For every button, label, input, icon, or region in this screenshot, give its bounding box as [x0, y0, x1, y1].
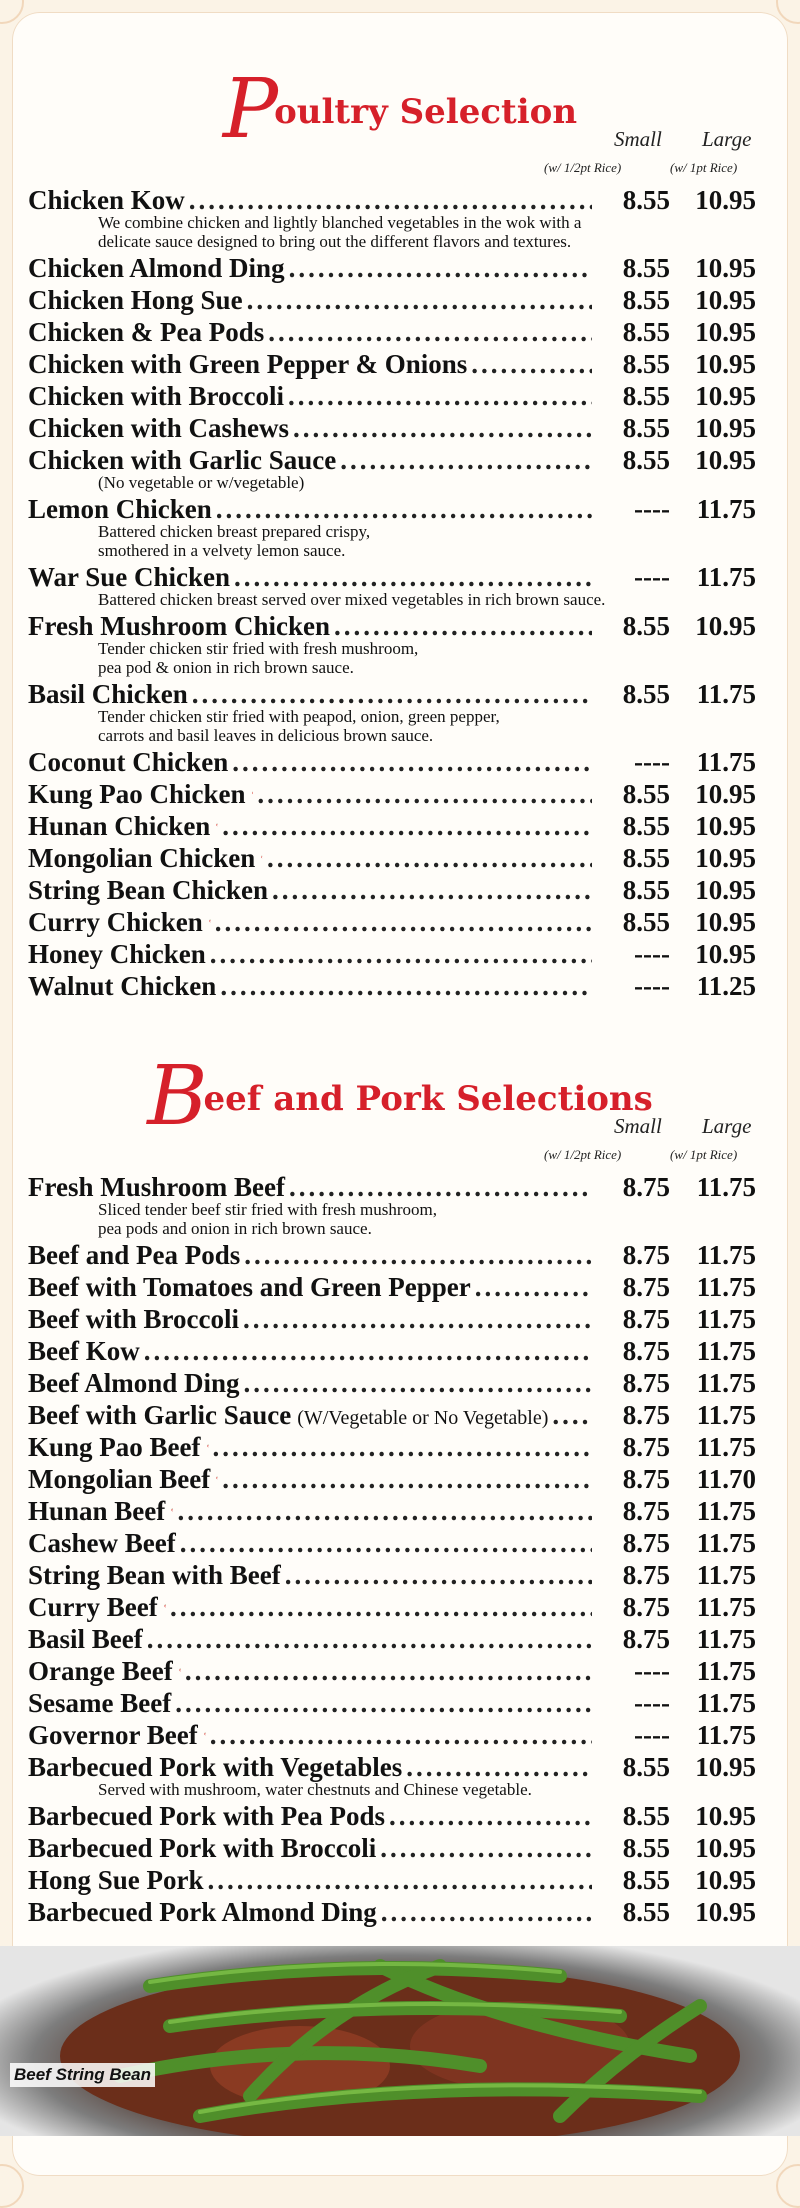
dot-leader: [222, 1463, 592, 1495]
menu-item-name: Kung Pao Chicken: [28, 779, 246, 809]
price-large: 10.95: [695, 253, 756, 283]
price-large: 10.95: [695, 875, 756, 905]
price-large: 10.95: [695, 1752, 756, 1782]
price-large: 11.75: [696, 747, 756, 777]
dot-leader: [232, 746, 592, 778]
chili-pepper-icon: [179, 1660, 181, 1680]
description-line: Tender chicken stir fried with fresh mushroom,: [98, 639, 419, 658]
menu-item-name: Barbecued Pork with Pea Pods: [28, 1801, 385, 1831]
poultry-size-small: Small: [614, 127, 662, 151]
poultry-rice-large: (w/ 1pt Rice): [670, 160, 738, 175]
price-large: 11.75: [696, 1560, 756, 1590]
menu-item-name: Hunan Beef: [28, 1496, 166, 1526]
corner-ornament: [776, 2164, 800, 2208]
menu-item-row: [28, 778, 756, 810]
poultry-title-rest: oultry Selection: [274, 92, 578, 132]
menu-item-name: Beef with Garlic Sauce: [28, 1400, 292, 1430]
menu-item-row: [28, 316, 756, 348]
price-large: 11.75: [696, 1656, 756, 1686]
chili-pepper-icon: [252, 783, 254, 803]
description-line: Battered chicken breast prepared crispy,: [98, 522, 371, 541]
chili-pepper-icon: [207, 1436, 209, 1456]
price-small: 8.55: [622, 843, 670, 873]
dot-leader: [247, 284, 592, 316]
price-small: ----: [634, 494, 670, 524]
beef-string-bean-photo: [0, 1946, 800, 2136]
price-small: 8.75: [622, 1172, 670, 1202]
price-large: 11.75: [696, 1240, 756, 1270]
price-large: 11.75: [696, 1304, 756, 1334]
dot-leader: [216, 493, 592, 525]
menu-item-row: [28, 1864, 756, 1896]
price-small: 8.75: [622, 1272, 670, 1302]
dot-leader: [268, 316, 592, 348]
dot-leader: [406, 1751, 592, 1783]
price-large: 11.75: [696, 1688, 756, 1718]
poultry-section-title: [0, 62, 800, 157]
dot-leader: [389, 1800, 592, 1832]
price-small: 8.55: [622, 381, 670, 411]
price-large: 10.95: [695, 843, 756, 873]
menu-item-name: Fresh Mushroom Beef: [28, 1172, 285, 1202]
description-line: delicate sauce designed to bring out the different flavors and textures.: [98, 232, 572, 251]
dot-leader: [215, 906, 592, 938]
dot-leader: [210, 938, 592, 970]
poultry-size-large: Large: [702, 127, 752, 151]
beef-pork-menu-list: [28, 1171, 756, 1928]
dot-leader: [170, 1591, 592, 1623]
price-small: 8.55: [622, 349, 670, 379]
price-large: 11.75: [696, 1400, 756, 1430]
menu-item-row: [28, 412, 756, 444]
price-large: 11.75: [696, 1496, 756, 1526]
menu-item-name: Beef and Pea Pods: [28, 1240, 241, 1270]
price-large: 10.95: [695, 811, 756, 841]
price-small: 8.55: [622, 185, 670, 215]
menu-item-name: Hunan Chicken: [28, 811, 211, 841]
price-small: 8.55: [622, 253, 670, 283]
price-small: 8.75: [622, 1496, 670, 1526]
dot-leader: [180, 1527, 592, 1559]
dot-leader: [380, 1832, 592, 1864]
dot-leader: [175, 1687, 592, 1719]
menu-item-row: [28, 1271, 756, 1303]
dot-leader: [220, 970, 592, 1002]
menu-item-row: [28, 1655, 756, 1687]
menu-item-name: Barbecued Pork with Vegetables: [28, 1752, 403, 1782]
menu-item-name: Beef with Tomatoes and Green Pepper: [28, 1272, 471, 1302]
price-small: 8.75: [622, 1304, 670, 1334]
price-small: 8.75: [622, 1240, 670, 1270]
price-large: 11.75: [696, 494, 756, 524]
menu-item-row: [28, 1239, 756, 1271]
menu-item-row: [28, 938, 756, 970]
menu-item-row: [28, 1623, 756, 1655]
price-small: 8.55: [622, 1833, 670, 1863]
menu-item-name: Chicken with Garlic Sauce: [28, 445, 337, 475]
menu-item-row: [28, 842, 756, 874]
beef-pork-size-small: Small: [614, 1114, 662, 1138]
menu-item-name: Governor Beef: [28, 1720, 198, 1750]
dot-leader: [244, 1239, 592, 1271]
price-large: 11.75: [696, 1624, 756, 1654]
dot-leader: [244, 1367, 592, 1399]
price-large: 10.95: [695, 779, 756, 809]
price-small: 8.75: [622, 1400, 670, 1430]
price-small: 8.55: [622, 285, 670, 315]
menu-item-row: [28, 906, 756, 938]
poultry-title-initial: P: [222, 62, 279, 157]
menu-item-row: [28, 1832, 756, 1864]
menu-item-description: [28, 707, 756, 745]
price-small: 8.55: [622, 679, 670, 709]
menu-item-name: Coconut Chicken: [28, 747, 229, 777]
chili-pepper-icon: [164, 1596, 166, 1616]
menu-item-name: Chicken Kow: [28, 185, 185, 215]
price-large: 11.75: [696, 1528, 756, 1558]
dot-leader: [293, 412, 592, 444]
menu-item-name: String Bean Chicken: [28, 875, 269, 905]
price-small: 8.55: [622, 445, 670, 475]
menu-item-row: [28, 610, 756, 642]
price-large: 11.25: [696, 971, 756, 1001]
price-small: 8.75: [622, 1336, 670, 1366]
menu-item-row: [28, 380, 756, 412]
chili-pepper-icon: [216, 1468, 218, 1488]
price-large: 11.75: [696, 1592, 756, 1622]
dot-leader: [272, 874, 592, 906]
price-large: 11.75: [696, 1172, 756, 1202]
price-large: 10.95: [695, 285, 756, 315]
menu-item-row: [28, 1559, 756, 1591]
menu-item-name: Sesame Beef: [28, 1688, 172, 1718]
description-line: smothered in a velvety lemon sauce.: [98, 541, 346, 560]
price-large: 11.75: [696, 1432, 756, 1462]
dot-leader: [189, 184, 592, 216]
menu-item-name: Chicken & Pea Pods: [28, 317, 265, 347]
price-large: 10.95: [695, 907, 756, 937]
dot-leader: [192, 678, 592, 710]
menu-item-name: Walnut Chicken: [28, 971, 217, 1001]
description-line: Tender chicken stir fried with peapod, onion, green pepper,: [98, 707, 500, 726]
price-small: 8.75: [622, 1528, 670, 1558]
price-small: ----: [634, 939, 670, 969]
price-small: 8.75: [622, 1560, 670, 1590]
menu-item-row: [28, 970, 756, 1002]
dot-leader: [288, 380, 592, 412]
description-line: pea pod & onion in rich brown sauce.: [98, 658, 354, 677]
menu-item-name: Chicken Hong Sue: [28, 285, 243, 315]
menu-item-row: [28, 493, 756, 525]
menu-item-row: [28, 1171, 756, 1203]
price-small: ----: [634, 971, 670, 1001]
menu-item-row: [28, 874, 756, 906]
dot-leader: [185, 1655, 592, 1687]
price-large: 10.95: [695, 445, 756, 475]
beef-pork-title-initial: B: [147, 1049, 208, 1144]
description-line: (No vegetable or w/vegetable): [98, 473, 305, 492]
menu-item-name: Orange Beef: [28, 1656, 173, 1686]
dot-leader: [234, 561, 592, 593]
dot-leader: [147, 1623, 592, 1655]
price-large: 11.75: [696, 1368, 756, 1398]
menu-item-name: Chicken with Green Pepper & Onions: [28, 349, 468, 379]
price-large: 10.95: [695, 939, 756, 969]
price-small: 8.55: [622, 779, 670, 809]
menu-item-name: Cashew Beef: [28, 1528, 176, 1558]
menu-item-description: [28, 639, 756, 677]
menu-item-name: Basil Beef: [28, 1624, 143, 1654]
price-small: 8.55: [622, 811, 670, 841]
dot-leader: [267, 842, 592, 874]
description-line: pea pods and onion in rich brown sauce.: [98, 1219, 372, 1238]
menu-item-row: [28, 284, 756, 316]
menu-item-description: [28, 522, 756, 560]
menu-item-row: [28, 184, 756, 216]
menu-item-row: [28, 1303, 756, 1335]
menu-item-name: Chicken Almond Ding: [28, 253, 285, 283]
menu-item-row: [28, 1463, 756, 1495]
menu-item-name: Chicken with Cashews: [28, 413, 290, 443]
menu-item-name: Kung Pao Beef: [28, 1432, 201, 1462]
dot-leader: [381, 1896, 592, 1928]
menu-item-note: (W/Vegetable or No Vegetable): [297, 1407, 549, 1429]
menu-item-row: [28, 348, 756, 380]
photo-caption: Beef String Bean: [10, 2063, 155, 2087]
dot-leader: [289, 252, 592, 284]
dot-leader: [208, 1864, 592, 1896]
dot-leader: [257, 778, 592, 810]
price-small: ----: [634, 1720, 670, 1750]
menu-item-row: [28, 1431, 756, 1463]
menu-item-name: Mongolian Beef: [28, 1464, 211, 1494]
menu-item-name: Curry Beef: [28, 1592, 158, 1622]
price-large: 10.95: [695, 317, 756, 347]
menu-item-name: Honey Chicken: [28, 939, 206, 969]
menu-item-name: Curry Chicken: [28, 907, 203, 937]
menu-item-name: Mongolian Chicken: [28, 843, 256, 873]
menu-item-row: [28, 678, 756, 710]
price-small: 8.75: [622, 1464, 670, 1494]
price-small: 8.55: [622, 1801, 670, 1831]
price-large: 11.70: [696, 1464, 756, 1494]
dot-leader: [222, 810, 592, 842]
menu-item-row: [28, 444, 756, 476]
dot-leader: [213, 1431, 592, 1463]
string-bean-illustration: [0, 1946, 800, 2136]
dot-leader: [177, 1495, 592, 1527]
menu-item-name: Fresh Mushroom Chicken: [28, 611, 331, 641]
price-large: 10.95: [695, 611, 756, 641]
price-small: ----: [634, 747, 670, 777]
price-small: ----: [634, 562, 670, 592]
menu-item-name: War Sue Chicken: [28, 562, 231, 592]
price-large: 11.75: [696, 679, 756, 709]
price-small: 8.55: [622, 907, 670, 937]
menu-item-name: Beef Kow: [28, 1336, 140, 1366]
menu-item-row: [28, 1687, 756, 1719]
price-small: 8.55: [622, 1897, 670, 1927]
price-small: 8.75: [622, 1592, 670, 1622]
description-line: We combine chicken and lightly blanched vegetables in the wok with a: [98, 213, 582, 232]
dot-leader: [552, 1399, 592, 1431]
menu-item-name: Hong Sue Pork: [28, 1865, 204, 1895]
menu-item-row: [28, 1367, 756, 1399]
menu-item-row: [28, 1751, 756, 1783]
description-line: Battered chicken breast served over mixed vegetables in rich brown sauce.: [98, 590, 606, 609]
menu-item-row: [28, 561, 756, 593]
menu-item-row: [28, 252, 756, 284]
description-line: carrots and basil leaves in delicious brown sauce.: [98, 726, 434, 745]
price-large: 11.75: [696, 1720, 756, 1750]
poultry-menu-list: [28, 184, 756, 1002]
menu-item-name: Basil Chicken: [28, 679, 188, 709]
price-small: 8.55: [622, 611, 670, 641]
price-small: 8.55: [622, 413, 670, 443]
dot-leader: [289, 1171, 592, 1203]
price-small: 8.75: [622, 1368, 670, 1398]
menu-item-row: [28, 1896, 756, 1928]
menu-item-row: [28, 1527, 756, 1559]
menu-item-row: [28, 1399, 756, 1431]
menu-item-row: [28, 1800, 756, 1832]
beef-pork-rice-large: (w/ 1pt Rice): [670, 1147, 738, 1162]
dot-leader: [285, 1559, 592, 1591]
description-line: Served with mushroom, water chestnuts and Chinese vegetable.: [98, 1780, 532, 1799]
price-large: 11.75: [696, 562, 756, 592]
menu-item-name: Barbecued Pork with Broccoli: [28, 1833, 377, 1863]
dot-leader: [334, 610, 592, 642]
menu-item-row: [28, 1719, 756, 1751]
chili-pepper-icon: [204, 1724, 206, 1744]
price-large: 10.95: [695, 1833, 756, 1863]
menu-item-name: String Bean with Beef: [28, 1560, 281, 1590]
chili-pepper-icon: [209, 911, 211, 931]
dot-leader: [243, 1303, 592, 1335]
price-large: 11.75: [696, 1272, 756, 1302]
chili-pepper-icon: [216, 815, 218, 835]
menu-item-name: Beef Almond Ding: [28, 1368, 240, 1398]
menu-item-row: [28, 1591, 756, 1623]
price-small: 8.55: [622, 1752, 670, 1782]
price-small: 8.75: [622, 1432, 670, 1462]
menu-item-name: Beef with Broccoli: [28, 1304, 239, 1334]
beef-pork-section-title: [0, 1049, 800, 1144]
beef-pork-title-rest: eef and Pork Selections: [203, 1079, 653, 1119]
dot-leader: [475, 1271, 592, 1303]
menu-item-name: Chicken with Broccoli: [28, 381, 284, 411]
price-large: 10.95: [695, 381, 756, 411]
dot-leader: [471, 348, 592, 380]
price-small: ----: [634, 1688, 670, 1718]
menu-item-row: [28, 810, 756, 842]
menu-item-row: [28, 1495, 756, 1527]
price-small: 8.55: [622, 317, 670, 347]
menu-item-row: [28, 746, 756, 778]
dot-leader: [340, 444, 592, 476]
corner-ornament: [0, 2164, 24, 2208]
price-small: 8.55: [622, 1865, 670, 1895]
price-large: 10.95: [695, 1865, 756, 1895]
beef-pork-rice-small: (w/ 1/2pt Rice): [544, 1147, 622, 1162]
menu-item-name: Lemon Chicken: [28, 494, 212, 524]
menu-item-name: Barbecued Pork Almond Ding: [28, 1897, 377, 1927]
dot-leader: [144, 1335, 592, 1367]
price-small: 8.75: [622, 1624, 670, 1654]
beef-pork-size-large: Large: [702, 1114, 752, 1138]
description-line: Sliced tender beef stir fried with fresh mushroom,: [98, 1200, 437, 1219]
price-small: 8.55: [622, 875, 670, 905]
dot-leader: [210, 1719, 592, 1751]
price-large: 10.95: [695, 185, 756, 215]
menu-item-description: [28, 213, 756, 251]
price-large: 10.95: [695, 1897, 756, 1927]
price-large: 10.95: [695, 1801, 756, 1831]
price-large: 10.95: [695, 413, 756, 443]
poultry-rice-small: (w/ 1/2pt Rice): [544, 160, 622, 175]
menu-item-row: [28, 1335, 756, 1367]
chili-pepper-icon: [171, 1500, 173, 1520]
price-small: ----: [634, 1656, 670, 1686]
price-large: 10.95: [695, 349, 756, 379]
price-large: 11.75: [696, 1336, 756, 1366]
chili-pepper-icon: [261, 847, 263, 867]
menu-item-description: [28, 1200, 756, 1238]
